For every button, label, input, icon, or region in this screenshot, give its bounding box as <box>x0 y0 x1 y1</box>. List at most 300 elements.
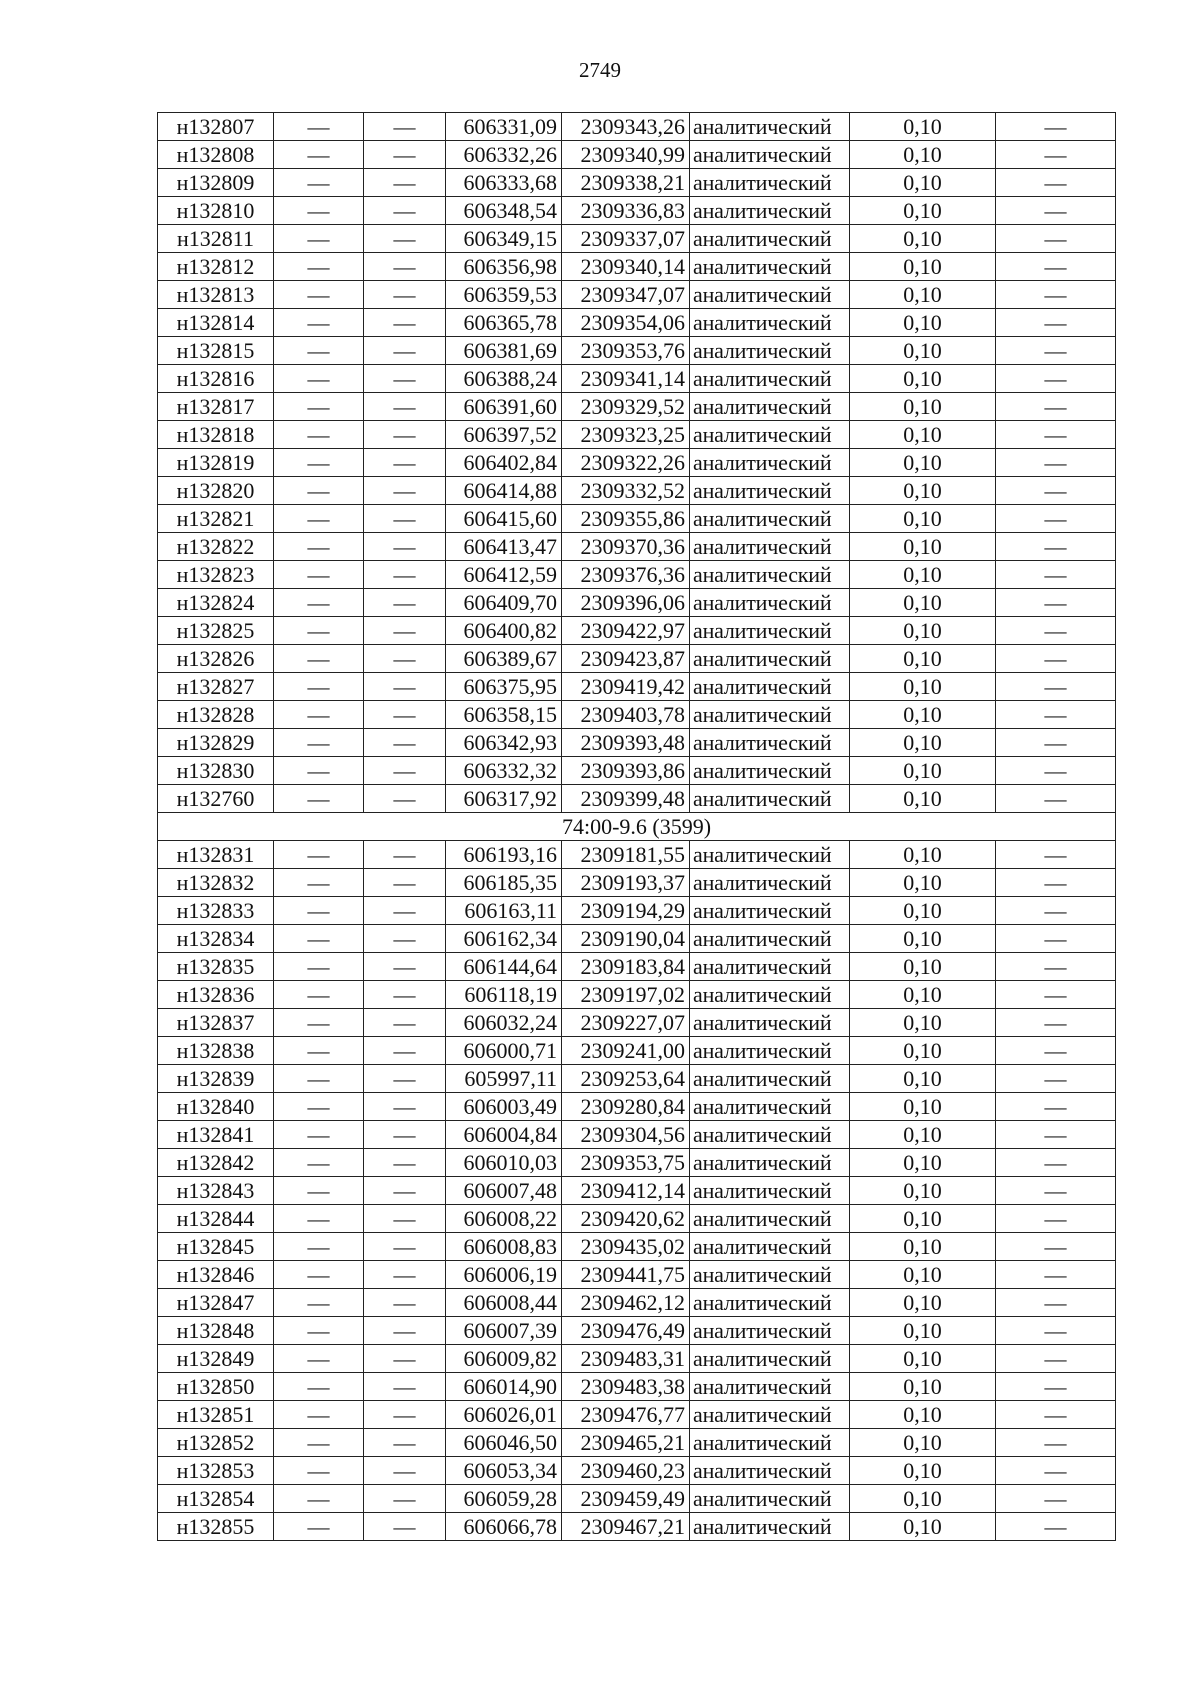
point-name-cell: н132818 <box>158 421 274 449</box>
old-x-cell: — <box>274 1121 364 1149</box>
x-coordinate-cell: 606342,93 <box>446 729 562 757</box>
point-name-cell: н132848 <box>158 1317 274 1345</box>
old-x-cell: — <box>274 1457 364 1485</box>
old-x-cell: — <box>274 225 364 253</box>
method-cell: аналитический <box>690 477 850 505</box>
old-y-cell: — <box>364 421 446 449</box>
y-coordinate-cell: 2309483,31 <box>562 1345 690 1373</box>
description-cell: — <box>996 533 1116 561</box>
description-cell: — <box>996 281 1116 309</box>
x-coordinate-cell: 606014,90 <box>446 1373 562 1401</box>
accuracy-cell: 0,10 <box>850 1149 996 1177</box>
method-cell: аналитический <box>690 645 850 673</box>
point-name-cell: н132855 <box>158 1513 274 1541</box>
accuracy-cell: 0,10 <box>850 141 996 169</box>
description-cell: — <box>996 1149 1116 1177</box>
coordinates-table-body <box>158 113 1116 1541</box>
old-x-cell: — <box>274 589 364 617</box>
method-cell: аналитический <box>690 113 850 141</box>
y-coordinate-cell: 2309370,36 <box>562 533 690 561</box>
y-coordinate-cell: 2309341,14 <box>562 365 690 393</box>
description-cell: — <box>996 1093 1116 1121</box>
point-name-cell: н132817 <box>158 393 274 421</box>
y-coordinate-cell: 2309462,12 <box>562 1289 690 1317</box>
method-cell: аналитический <box>690 505 850 533</box>
table-row <box>158 1317 1116 1345</box>
description-cell: — <box>996 197 1116 225</box>
table-row <box>158 141 1116 169</box>
old-x-cell: — <box>274 1093 364 1121</box>
table-row <box>158 1037 1116 1065</box>
x-coordinate-cell: 606007,48 <box>446 1177 562 1205</box>
table-row <box>158 197 1116 225</box>
description-cell: — <box>996 897 1116 925</box>
x-coordinate-cell: 606415,60 <box>446 505 562 533</box>
accuracy-cell: 0,10 <box>850 1261 996 1289</box>
description-cell: — <box>996 1289 1116 1317</box>
method-cell: аналитический <box>690 1093 850 1121</box>
old-x-cell: — <box>274 337 364 365</box>
old-y-cell: — <box>364 1513 446 1541</box>
old-y-cell: — <box>364 757 446 785</box>
method-cell: аналитический <box>690 365 850 393</box>
description-cell: — <box>996 701 1116 729</box>
y-coordinate-cell: 2309337,07 <box>562 225 690 253</box>
accuracy-cell: 0,10 <box>850 281 996 309</box>
accuracy-cell: 0,10 <box>850 645 996 673</box>
point-name-cell: н132835 <box>158 953 274 981</box>
old-y-cell: — <box>364 1205 446 1233</box>
old-y-cell: — <box>364 729 446 757</box>
old-y-cell: — <box>364 253 446 281</box>
old-y-cell: — <box>364 365 446 393</box>
x-coordinate-cell: 606000,71 <box>446 1037 562 1065</box>
old-y-cell: — <box>364 113 446 141</box>
accuracy-cell: 0,10 <box>850 1513 996 1541</box>
table-row <box>158 729 1116 757</box>
description-cell: — <box>996 1037 1116 1065</box>
table-row <box>158 533 1116 561</box>
old-x-cell: — <box>274 533 364 561</box>
method-cell: аналитический <box>690 225 850 253</box>
x-coordinate-cell: 606008,83 <box>446 1233 562 1261</box>
y-coordinate-cell: 2309355,86 <box>562 505 690 533</box>
table-row <box>158 393 1116 421</box>
method-cell: аналитический <box>690 701 850 729</box>
old-x-cell: — <box>274 169 364 197</box>
old-y-cell: — <box>364 589 446 617</box>
x-coordinate-cell: 606400,82 <box>446 617 562 645</box>
point-name-cell: н132814 <box>158 309 274 337</box>
old-y-cell: — <box>364 869 446 897</box>
accuracy-cell: 0,10 <box>850 197 996 225</box>
y-coordinate-cell: 2309194,29 <box>562 897 690 925</box>
y-coordinate-cell: 2309338,21 <box>562 169 690 197</box>
description-cell: — <box>996 561 1116 589</box>
table-row <box>158 337 1116 365</box>
table-row <box>158 981 1116 1009</box>
old-x-cell: — <box>274 1149 364 1177</box>
description-cell: — <box>996 757 1116 785</box>
method-cell: аналитический <box>690 1205 850 1233</box>
point-name-cell: н132853 <box>158 1457 274 1485</box>
point-name-cell: н132810 <box>158 197 274 225</box>
old-x-cell: — <box>274 1345 364 1373</box>
old-y-cell: — <box>364 225 446 253</box>
table-row <box>158 477 1116 505</box>
description-cell: — <box>996 1429 1116 1457</box>
y-coordinate-cell: 2309190,04 <box>562 925 690 953</box>
method-cell: аналитический <box>690 1261 850 1289</box>
accuracy-cell: 0,10 <box>850 533 996 561</box>
x-coordinate-cell: 606331,09 <box>446 113 562 141</box>
old-x-cell: — <box>274 1317 364 1345</box>
old-x-cell: — <box>274 841 364 869</box>
y-coordinate-cell: 2309197,02 <box>562 981 690 1009</box>
y-coordinate-cell: 2309393,48 <box>562 729 690 757</box>
old-x-cell: — <box>274 785 364 813</box>
table-row <box>158 617 1116 645</box>
table-row <box>158 1065 1116 1093</box>
old-x-cell: — <box>274 1373 364 1401</box>
table-row <box>158 421 1116 449</box>
x-coordinate-cell: 606332,26 <box>446 141 562 169</box>
old-x-cell: — <box>274 113 364 141</box>
old-x-cell: — <box>274 1289 364 1317</box>
x-coordinate-cell: 606066,78 <box>446 1513 562 1541</box>
y-coordinate-cell: 2309183,84 <box>562 953 690 981</box>
x-coordinate-cell: 606007,39 <box>446 1317 562 1345</box>
table-row <box>158 1261 1116 1289</box>
x-coordinate-cell: 606009,82 <box>446 1345 562 1373</box>
old-x-cell: — <box>274 1429 364 1457</box>
method-cell: аналитический <box>690 1513 850 1541</box>
y-coordinate-cell: 2309193,37 <box>562 869 690 897</box>
point-name-cell: н132815 <box>158 337 274 365</box>
method-cell: аналитический <box>690 841 850 869</box>
x-coordinate-cell: 605997,11 <box>446 1065 562 1093</box>
y-coordinate-cell: 2309403,78 <box>562 701 690 729</box>
table-row <box>158 645 1116 673</box>
point-name-cell: н132836 <box>158 981 274 1009</box>
method-cell: аналитический <box>690 393 850 421</box>
method-cell: аналитический <box>690 197 850 225</box>
point-name-cell: н132849 <box>158 1345 274 1373</box>
y-coordinate-cell: 2309340,14 <box>562 253 690 281</box>
table-row <box>158 785 1116 813</box>
old-y-cell: — <box>364 197 446 225</box>
table-row <box>158 589 1116 617</box>
table-row <box>158 1009 1116 1037</box>
point-name-cell: н132850 <box>158 1373 274 1401</box>
method-cell: аналитический <box>690 1457 850 1485</box>
table-row <box>158 1429 1116 1457</box>
method-cell: аналитический <box>690 729 850 757</box>
old-x-cell: — <box>274 617 364 645</box>
x-coordinate-cell: 606375,95 <box>446 673 562 701</box>
old-x-cell: — <box>274 1233 364 1261</box>
method-cell: аналитический <box>690 1121 850 1149</box>
point-name-cell: н132822 <box>158 533 274 561</box>
y-coordinate-cell: 2309322,26 <box>562 449 690 477</box>
method-cell: аналитический <box>690 309 850 337</box>
method-cell: аналитический <box>690 1401 850 1429</box>
x-coordinate-cell: 606003,49 <box>446 1093 562 1121</box>
description-cell: — <box>996 589 1116 617</box>
old-x-cell: — <box>274 477 364 505</box>
y-coordinate-cell: 2309467,21 <box>562 1513 690 1541</box>
description-cell: — <box>996 1009 1116 1037</box>
x-coordinate-cell: 606008,22 <box>446 1205 562 1233</box>
old-y-cell: — <box>364 533 446 561</box>
method-cell: аналитический <box>690 1009 850 1037</box>
accuracy-cell: 0,10 <box>850 561 996 589</box>
point-name-cell: н132816 <box>158 365 274 393</box>
accuracy-cell: 0,10 <box>850 505 996 533</box>
table-row <box>158 953 1116 981</box>
table-row <box>158 1149 1116 1177</box>
x-coordinate-cell: 606348,54 <box>446 197 562 225</box>
point-name-cell: н132827 <box>158 673 274 701</box>
accuracy-cell: 0,10 <box>850 1345 996 1373</box>
method-cell: аналитический <box>690 253 850 281</box>
accuracy-cell: 0,10 <box>850 869 996 897</box>
old-y-cell: — <box>364 1177 446 1205</box>
description-cell: — <box>996 421 1116 449</box>
accuracy-cell: 0,10 <box>850 1065 996 1093</box>
table-row <box>158 1457 1116 1485</box>
point-name-cell: н132823 <box>158 561 274 589</box>
old-y-cell: — <box>364 617 446 645</box>
accuracy-cell: 0,10 <box>850 897 996 925</box>
point-name-cell: н132833 <box>158 897 274 925</box>
accuracy-cell: 0,10 <box>850 953 996 981</box>
point-name-cell: н132760 <box>158 785 274 813</box>
old-y-cell: — <box>364 477 446 505</box>
method-cell: аналитический <box>690 1289 850 1317</box>
description-cell: — <box>996 785 1116 813</box>
method-cell: аналитический <box>690 1485 850 1513</box>
y-coordinate-cell: 2309465,21 <box>562 1429 690 1457</box>
accuracy-cell: 0,10 <box>850 1373 996 1401</box>
description-cell: — <box>996 617 1116 645</box>
x-coordinate-cell: 606397,52 <box>446 421 562 449</box>
y-coordinate-cell: 2309422,97 <box>562 617 690 645</box>
old-y-cell: — <box>364 1009 446 1037</box>
x-coordinate-cell: 606413,47 <box>446 533 562 561</box>
description-cell: — <box>996 1485 1116 1513</box>
y-coordinate-cell: 2309332,52 <box>562 477 690 505</box>
point-name-cell: н132821 <box>158 505 274 533</box>
point-name-cell: н132851 <box>158 1401 274 1429</box>
table-row <box>158 1401 1116 1429</box>
method-cell: аналитический <box>690 141 850 169</box>
point-name-cell: н132807 <box>158 113 274 141</box>
y-coordinate-cell: 2309483,38 <box>562 1373 690 1401</box>
description-cell: — <box>996 1121 1116 1149</box>
method-cell: аналитический <box>690 1037 850 1065</box>
accuracy-cell: 0,10 <box>850 757 996 785</box>
old-y-cell: — <box>364 673 446 701</box>
description-cell: — <box>996 869 1116 897</box>
x-coordinate-cell: 606391,60 <box>446 393 562 421</box>
description-cell: — <box>996 1233 1116 1261</box>
y-coordinate-cell: 2309460,23 <box>562 1457 690 1485</box>
x-coordinate-cell: 606388,24 <box>446 365 562 393</box>
y-coordinate-cell: 2309399,48 <box>562 785 690 813</box>
y-coordinate-cell: 2309253,64 <box>562 1065 690 1093</box>
old-x-cell: — <box>274 253 364 281</box>
y-coordinate-cell: 2309435,02 <box>562 1233 690 1261</box>
old-x-cell: — <box>274 953 364 981</box>
x-coordinate-cell: 606359,53 <box>446 281 562 309</box>
description-cell: — <box>996 645 1116 673</box>
coordinates-table <box>157 112 1116 1541</box>
accuracy-cell: 0,10 <box>850 1289 996 1317</box>
accuracy-cell: 0,10 <box>850 337 996 365</box>
y-coordinate-cell: 2309353,76 <box>562 337 690 365</box>
table-row <box>158 1345 1116 1373</box>
point-name-cell: н132830 <box>158 757 274 785</box>
accuracy-cell: 0,10 <box>850 1121 996 1149</box>
table-row <box>158 757 1116 785</box>
point-name-cell: н132845 <box>158 1233 274 1261</box>
accuracy-cell: 0,10 <box>850 1009 996 1037</box>
point-name-cell: н132832 <box>158 869 274 897</box>
point-name-cell: н132813 <box>158 281 274 309</box>
old-y-cell: — <box>364 1093 446 1121</box>
x-coordinate-cell: 606032,24 <box>446 1009 562 1037</box>
point-name-cell: н132844 <box>158 1205 274 1233</box>
section-row <box>158 813 1116 841</box>
method-cell: аналитический <box>690 1317 850 1345</box>
method-cell: аналитический <box>690 785 850 813</box>
accuracy-cell: 0,10 <box>850 113 996 141</box>
accuracy-cell: 0,10 <box>850 309 996 337</box>
description-cell: — <box>996 225 1116 253</box>
x-coordinate-cell: 606010,03 <box>446 1149 562 1177</box>
old-x-cell: — <box>274 1065 364 1093</box>
x-coordinate-cell: 606026,01 <box>446 1401 562 1429</box>
method-cell: аналитический <box>690 1177 850 1205</box>
accuracy-cell: 0,10 <box>850 1485 996 1513</box>
table-row <box>158 225 1116 253</box>
point-name-cell: н132843 <box>158 1177 274 1205</box>
old-y-cell: — <box>364 841 446 869</box>
description-cell: — <box>996 477 1116 505</box>
point-name-cell: н132846 <box>158 1261 274 1289</box>
description-cell: — <box>996 141 1116 169</box>
point-name-cell: н132854 <box>158 1485 274 1513</box>
x-coordinate-cell: 606059,28 <box>446 1485 562 1513</box>
y-coordinate-cell: 2309227,07 <box>562 1009 690 1037</box>
old-x-cell: — <box>274 505 364 533</box>
old-y-cell: — <box>364 897 446 925</box>
description-cell: — <box>996 1373 1116 1401</box>
x-coordinate-cell: 606193,16 <box>446 841 562 869</box>
accuracy-cell: 0,10 <box>850 449 996 477</box>
old-x-cell: — <box>274 393 364 421</box>
accuracy-cell: 0,10 <box>850 1401 996 1429</box>
table-row <box>158 1177 1116 1205</box>
method-cell: аналитический <box>690 673 850 701</box>
old-x-cell: — <box>274 1485 364 1513</box>
y-coordinate-cell: 2309336,83 <box>562 197 690 225</box>
old-y-cell: — <box>364 953 446 981</box>
description-cell: — <box>996 505 1116 533</box>
method-cell: аналитический <box>690 869 850 897</box>
old-y-cell: — <box>364 1345 446 1373</box>
y-coordinate-cell: 2309476,49 <box>562 1317 690 1345</box>
table-row <box>158 1373 1116 1401</box>
description-cell: — <box>996 337 1116 365</box>
point-name-cell: н132840 <box>158 1093 274 1121</box>
point-name-cell: н132828 <box>158 701 274 729</box>
accuracy-cell: 0,10 <box>850 1457 996 1485</box>
accuracy-cell: 0,10 <box>850 841 996 869</box>
method-cell: аналитический <box>690 1233 850 1261</box>
table-row <box>158 897 1116 925</box>
y-coordinate-cell: 2309420,62 <box>562 1205 690 1233</box>
point-name-cell: н132847 <box>158 1289 274 1317</box>
method-cell: аналитический <box>690 1345 850 1373</box>
old-x-cell: — <box>274 1401 364 1429</box>
method-cell: аналитический <box>690 421 850 449</box>
y-coordinate-cell: 2309354,06 <box>562 309 690 337</box>
y-coordinate-cell: 2309304,56 <box>562 1121 690 1149</box>
x-coordinate-cell: 606365,78 <box>446 309 562 337</box>
accuracy-cell: 0,10 <box>850 589 996 617</box>
x-coordinate-cell: 606349,15 <box>446 225 562 253</box>
old-x-cell: — <box>274 869 364 897</box>
accuracy-cell: 0,10 <box>850 701 996 729</box>
accuracy-cell: 0,10 <box>850 365 996 393</box>
old-x-cell: — <box>274 925 364 953</box>
table-row <box>158 1485 1116 1513</box>
point-name-cell: н132809 <box>158 169 274 197</box>
description-cell: — <box>996 953 1116 981</box>
y-coordinate-cell: 2309412,14 <box>562 1177 690 1205</box>
old-y-cell: — <box>364 1457 446 1485</box>
table-row <box>158 281 1116 309</box>
x-coordinate-cell: 606053,34 <box>446 1457 562 1485</box>
x-coordinate-cell: 606358,15 <box>446 701 562 729</box>
old-x-cell: — <box>274 981 364 1009</box>
method-cell: аналитический <box>690 925 850 953</box>
description-cell: — <box>996 1401 1116 1429</box>
x-coordinate-cell: 606317,92 <box>446 785 562 813</box>
table-row <box>158 1121 1116 1149</box>
accuracy-cell: 0,10 <box>850 1037 996 1065</box>
description-cell: — <box>996 449 1116 477</box>
old-y-cell: — <box>364 1149 446 1177</box>
point-name-cell: н132820 <box>158 477 274 505</box>
description-cell: — <box>996 729 1116 757</box>
description-cell: — <box>996 253 1116 281</box>
method-cell: аналитический <box>690 337 850 365</box>
old-x-cell: — <box>274 365 364 393</box>
old-y-cell: — <box>364 169 446 197</box>
y-coordinate-cell: 2309476,77 <box>562 1401 690 1429</box>
point-name-cell: н132841 <box>158 1121 274 1149</box>
accuracy-cell: 0,10 <box>850 477 996 505</box>
y-coordinate-cell: 2309323,25 <box>562 421 690 449</box>
point-name-cell: н132839 <box>158 1065 274 1093</box>
old-y-cell: — <box>364 925 446 953</box>
method-cell: аналитический <box>690 1373 850 1401</box>
x-coordinate-cell: 606412,59 <box>446 561 562 589</box>
y-coordinate-cell: 2309181,55 <box>562 841 690 869</box>
